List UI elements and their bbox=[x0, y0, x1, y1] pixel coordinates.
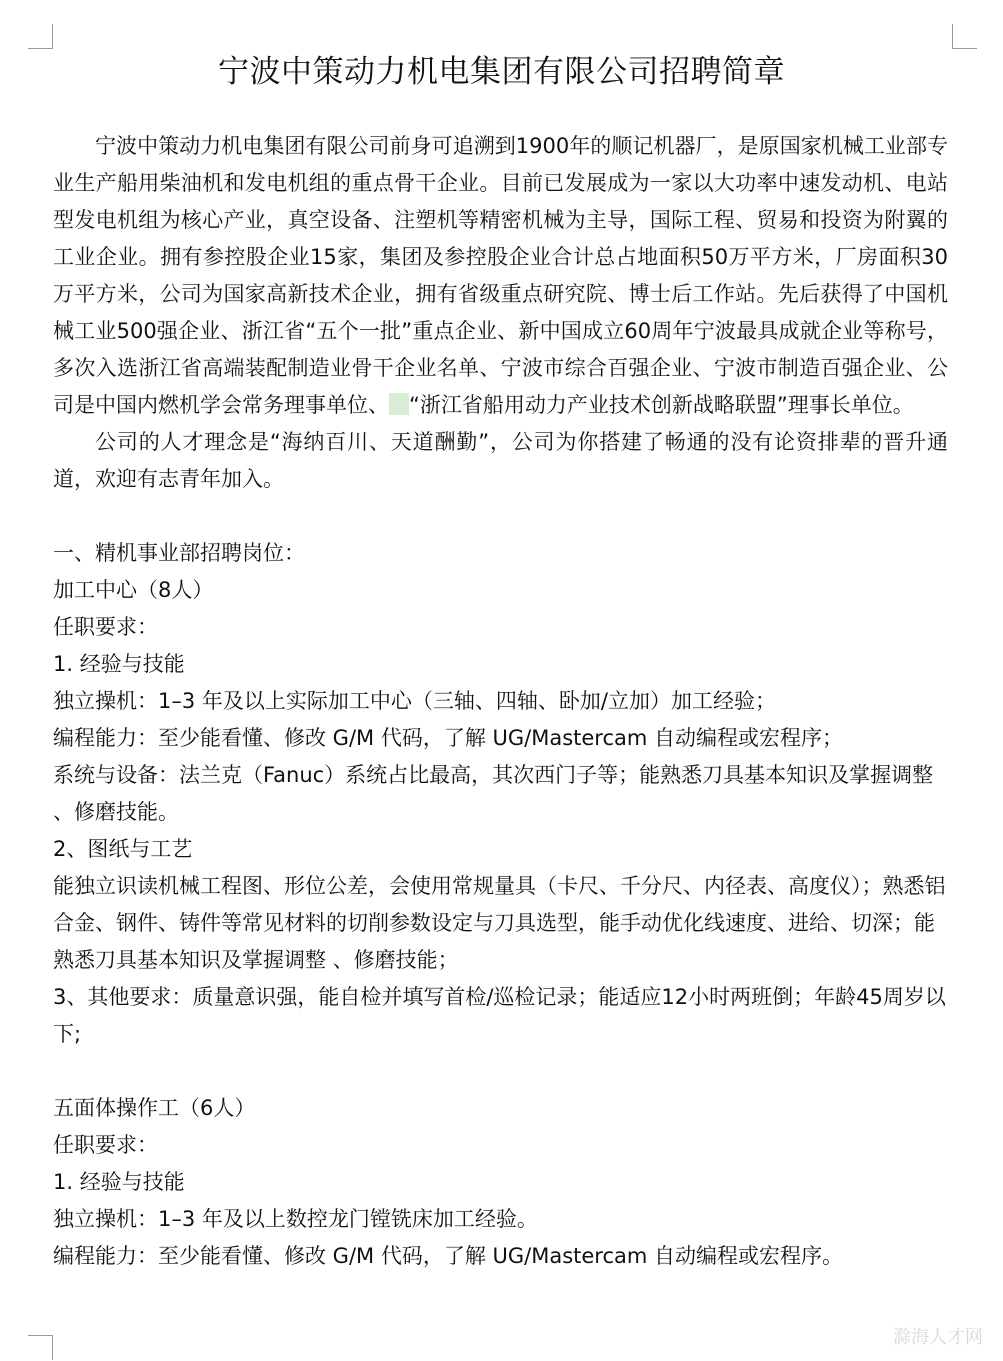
blank-line bbox=[53, 498, 948, 535]
watermark: 滁海人才网 bbox=[893, 1327, 983, 1348]
subheading-experience: 1. 经验与技能 bbox=[53, 652, 185, 676]
page-corner-bottom-left bbox=[28, 1335, 53, 1360]
requirements-label: 任职要求： bbox=[53, 615, 158, 639]
subheading-drawings: 2、图纸与工艺 bbox=[53, 837, 193, 861]
requirement-line: 系统与设备：法兰克（Fanuc）系统占比最高，其次西门子等；能熟悉刀具基本知识及掌握调整 、修磨技能。 bbox=[53, 763, 934, 824]
blank-line bbox=[53, 1053, 948, 1090]
requirement-line: 编程能力：至少能看懂、修改 G/M 代码，了解 UG/Mastercam 自动编程或宏程序； bbox=[53, 726, 844, 750]
requirement-line: 独立操机：1–3 年及以上实际加工中心（三轴、四轴、卧加/立加）加工经验； bbox=[53, 689, 776, 713]
document-body bbox=[53, 128, 948, 1275]
intro-paragraph-1-text-b: “浙江省船用动力产业技术创新战略联盟”理事长单位。 bbox=[409, 393, 914, 417]
requirements-label: 任职要求： bbox=[53, 1133, 158, 1157]
intro-paragraph-1 bbox=[53, 128, 948, 424]
intro-paragraph-2: 公司的人才理念是“海纳百川、天道酬勤”，公司为你搭建了畅通的没有论资排辈的晋升通道，欢迎有志青年加入。 bbox=[53, 430, 948, 491]
requirement-line: 能独立识读机械工程图、形位公差，会使用常规量具（卡尺、千分尺、内径表、高度仪）；熟悉铝合金、钢件、铸件等常见材料的切削参数设定与刀具选型，能手动优化线速度、进给、切深；能熟悉刀具基本知识及掌握调整 、修磨技能； bbox=[53, 874, 946, 972]
section-heading: 一、精机事业部招聘岗位： bbox=[53, 541, 305, 565]
text-cursor-highlight[interactable] bbox=[389, 393, 409, 415]
intro-paragraph-1-text-a: 宁波中策动力机电集团有限公司前身可追溯到1900年的顺记机器厂，是原国家机械工业部专业生产船用柴油机和发电机组的重点骨干企业。目前已发展成为一家以大功率中速发动机、电站型发电机组为核心产业，真空设备、注塑机等精密机械为主导，国际工程、贸易和投资为附翼的工业企业。拥有参控股企业15家，集团及参控股企业合计总占地面积50万平方米，厂房面积30万平方米，公司为国家高新技术企业，拥有省级重点研究院、博士后工作站。先后获得了中国机械工业500强企业、浙江省“五个一批”重点企业、新中国成立60周年宁波最具成就企业等称号，多次入选浙江省高端装配制造业骨干企业名单、宁波市综合百强企业、宁波市制造百强企业、公司是中国内燃机学会常务理事单位、 bbox=[53, 134, 948, 417]
job-title-five-face: 五面体操作工（6人） bbox=[53, 1096, 256, 1120]
requirement-line: 编程能力：至少能看懂、修改 G/M 代码，了解 UG/Mastercam 自动编程或宏程序。 bbox=[53, 1244, 844, 1268]
requirement-line: 独立操机：1–3 年及以上数控龙门镗铣床加工经验。 bbox=[53, 1207, 538, 1231]
job-title-machining-center: 加工中心（8人） bbox=[53, 578, 214, 602]
requirement-line: 3、其他要求：质量意识强，能自检并填写首检/巡检记录；能适应12小时两班倒；年龄45周岁以下; bbox=[53, 985, 946, 1046]
subheading-experience: 1. 经验与技能 bbox=[53, 1170, 185, 1194]
document-title: 宁波中策动力机电集团有限公司招聘简章 bbox=[218, 54, 785, 90]
